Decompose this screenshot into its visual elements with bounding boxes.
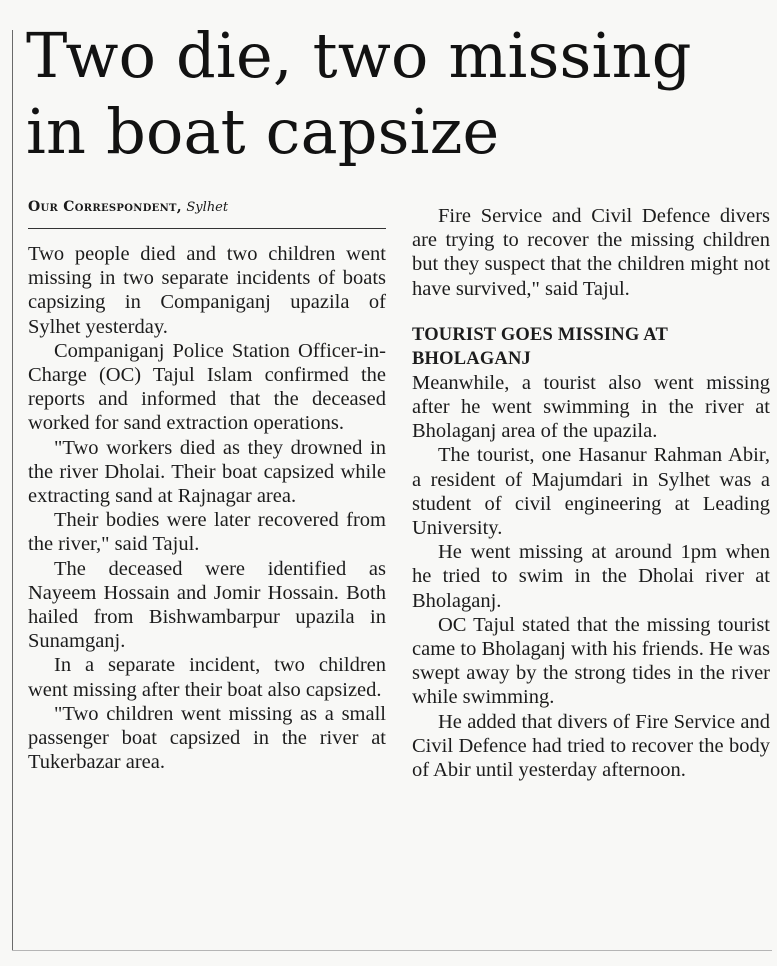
subheading: TOURIST GOES MISSING AT BHOLAGANJ (412, 324, 668, 369)
paragraph: Meanwhile, a tourist also went missing after he went swimming in the river at Bholaganj area of the upazila. (412, 371, 770, 443)
paragraph: Fire Service and Civil Defence divers are trying to recover the missing children but they suspect that the children might not have survived," said Tajul. (412, 205, 770, 300)
headline: Two die, two missing in boat capsize (26, 19, 692, 168)
paragraph: The deceased were identified as Nayeem Hossain and Jomir Hossain. Both hailed from Bishwambarpur upazila in Sunamganj. (28, 557, 386, 653)
paragraph: "Two workers died as they drowned in the river Dholai. Their boat capsized while extracting sand at Rajnagar area. (28, 436, 386, 508)
bottom-rule (12, 950, 772, 951)
right-column (412, 204, 770, 782)
paragraph: He went missing at around 1pm when he tried to swim in the Dholai river at Bholaganj. (412, 541, 770, 612)
byline-rule (28, 228, 386, 229)
byline (28, 197, 388, 218)
paragraph: Their bodies were later recovered from the river," said Tajul. (28, 509, 386, 556)
byline-author: Our Correspondent, (28, 199, 182, 215)
paragraph: He added that divers of Fire Service and Civil Defence had tried to recover the body of Abir until yesterday afternoon. (412, 710, 770, 782)
paragraph: Two people died and two children went missing in two separate incidents of boats capsizing in Companiganj upazila of Sylhet yesterday. (28, 243, 386, 338)
paragraph: "Two children went missing as a small passenger boat capsized in the river at Tukerbazar area. (28, 702, 386, 774)
paragraph: The tourist, one Hasanur Rahman Abir, a resident of Majumdari in Sylhet was a student of civil engineering at Leading University. (412, 444, 770, 540)
paragraph: In a separate incident, two children went missing after their boat also capsized. (28, 654, 386, 701)
paragraph: Companiganj Police Station Officer-in-Charge (OC) Tajul Islam confirmed the reports and informed that the deceased worked for sand extraction operations. (28, 339, 386, 435)
paragraph: OC Tajul stated that the missing tourist came to Bholaganj with his friends. He was swept away by the strong tides in the river while swimming. (412, 613, 770, 709)
byline-location: Sylhet (186, 200, 229, 215)
left-column (28, 242, 386, 774)
column-rule (12, 30, 13, 950)
